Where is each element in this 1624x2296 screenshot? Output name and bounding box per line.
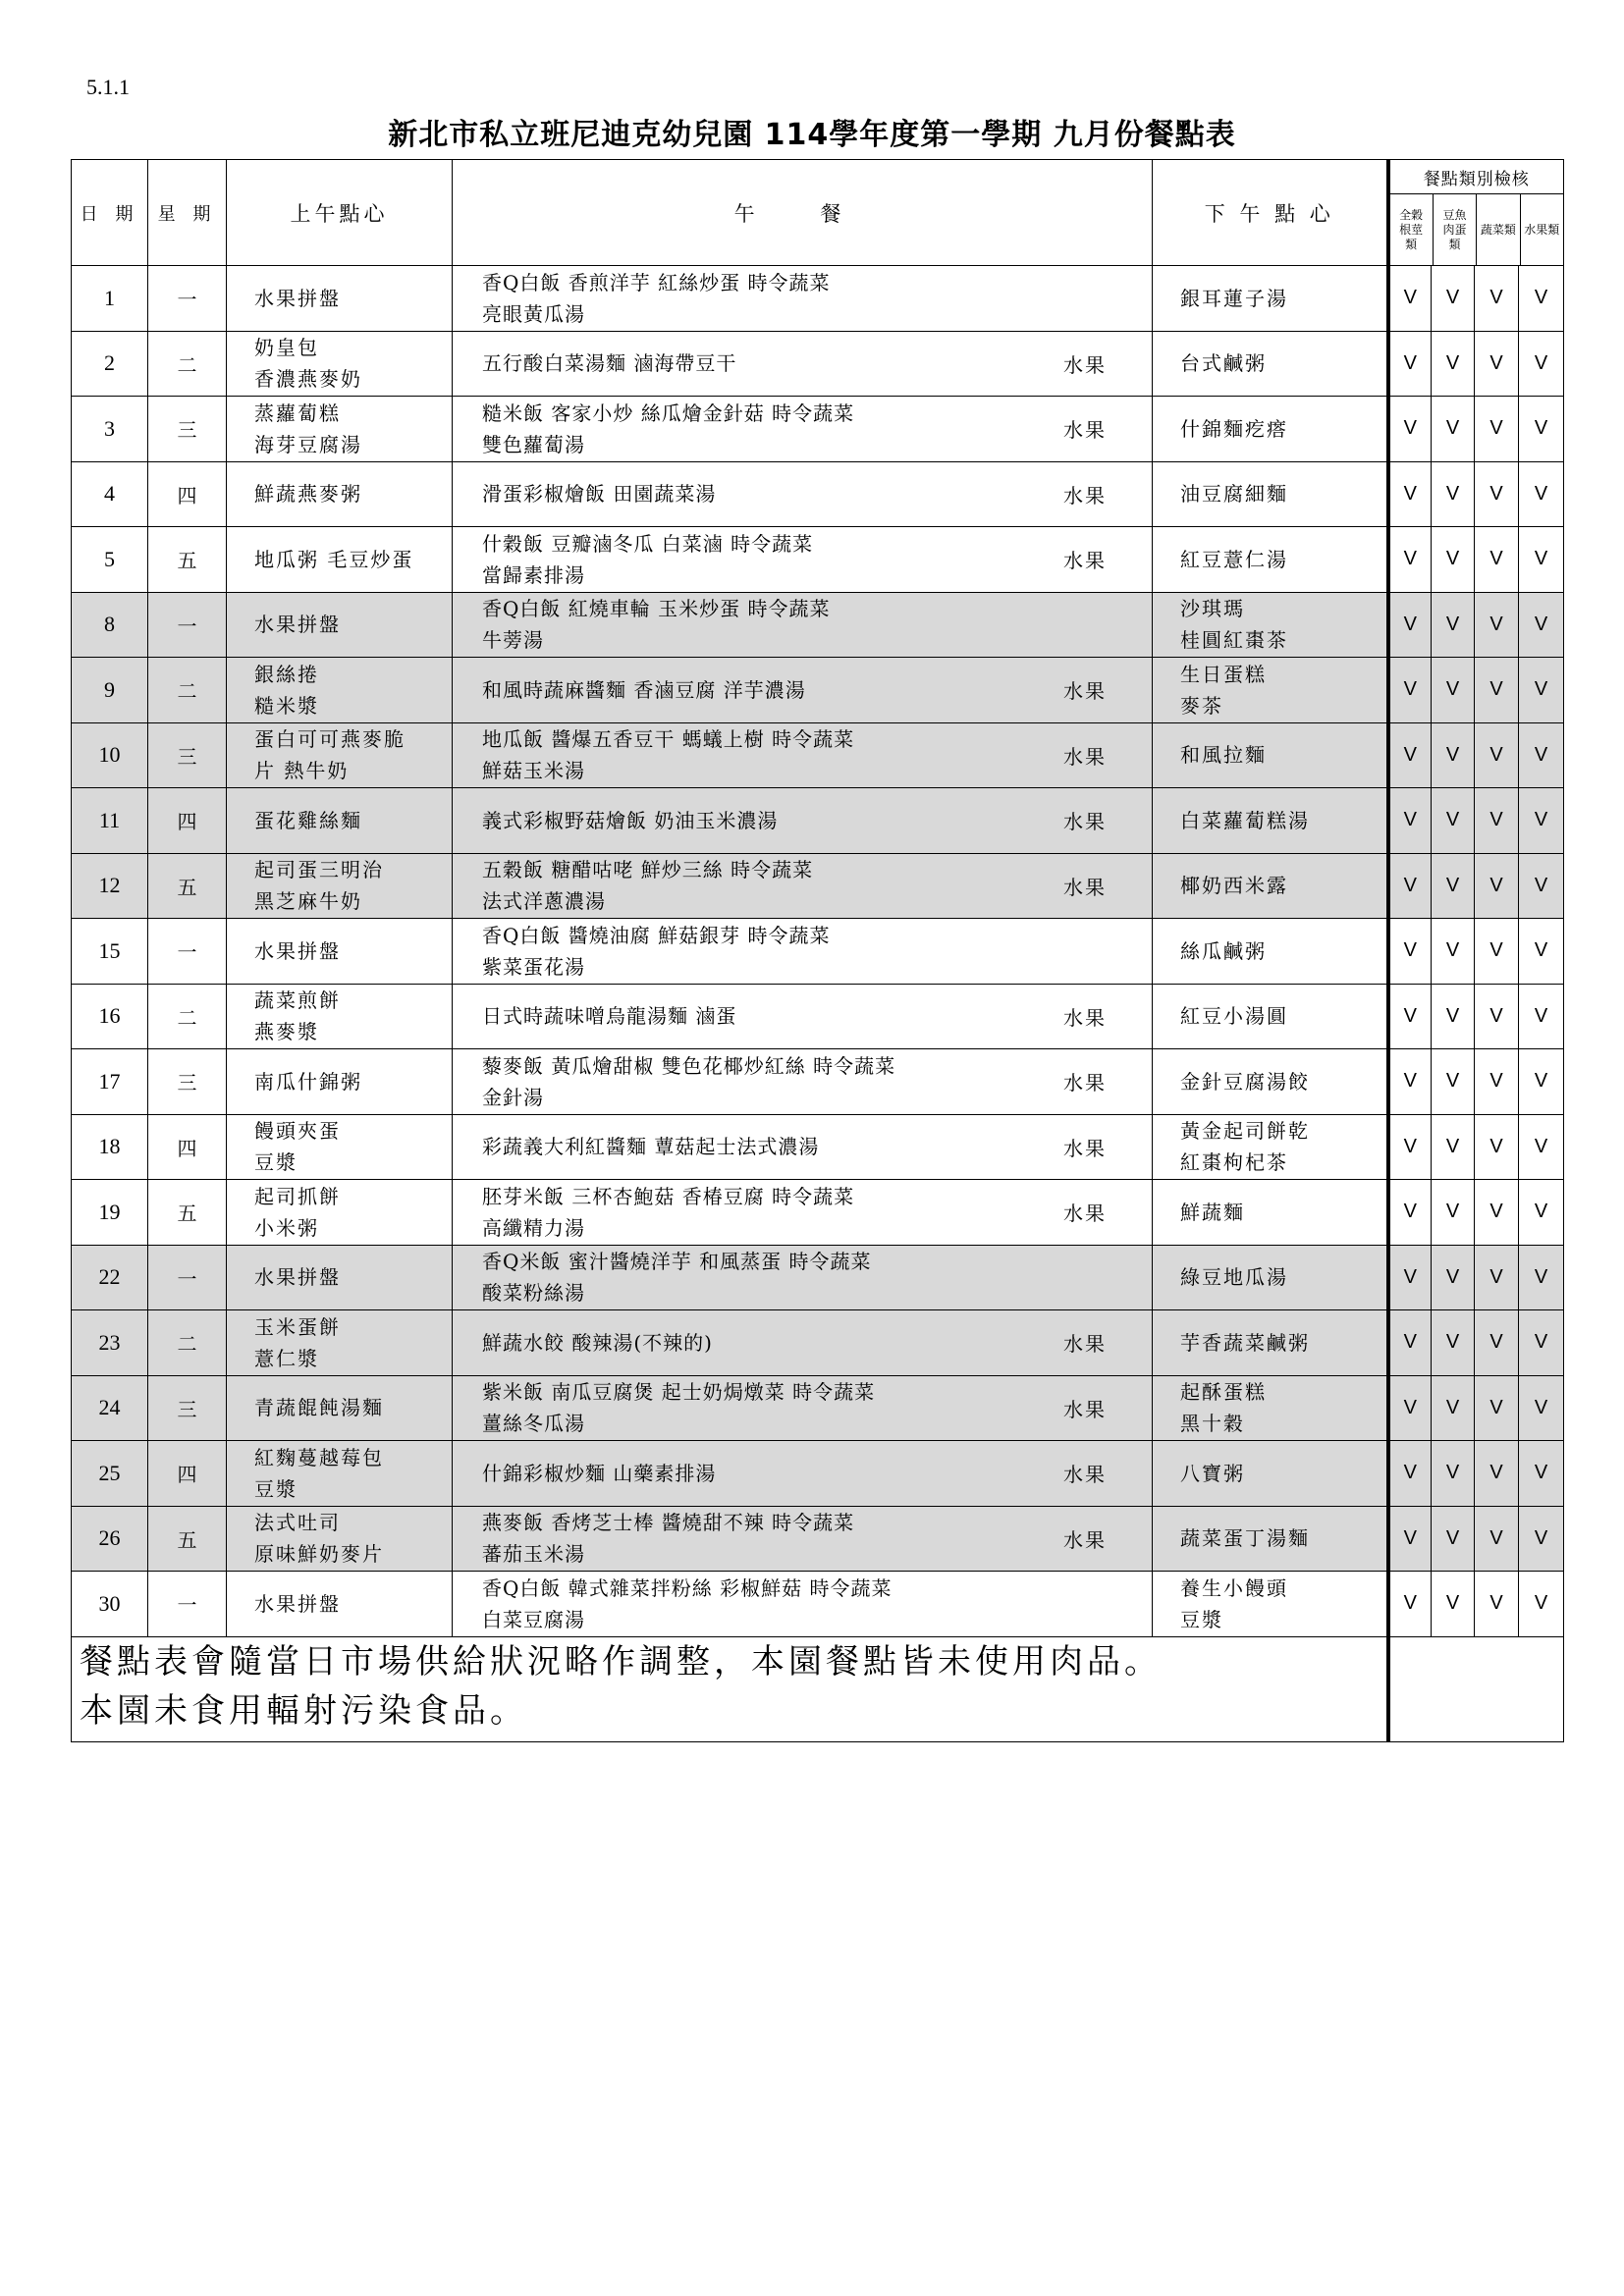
- check-mark: V: [1519, 788, 1564, 854]
- date-cell: 24: [72, 1375, 148, 1441]
- pm-snack-cell: 生日蛋糕 麥茶: [1153, 658, 1388, 723]
- date-cell: 2: [72, 331, 148, 397]
- table-row: [72, 1310, 1564, 1376]
- lunch-cell: [453, 919, 1153, 985]
- check-mark: V: [1475, 461, 1519, 527]
- weekday-cell: 四: [148, 788, 227, 854]
- header-date: 日 期: [72, 160, 148, 266]
- weekday-cell: 三: [148, 397, 227, 462]
- weekday-cell: 五: [148, 527, 227, 593]
- date-cell: 11: [72, 788, 148, 854]
- lunch-cell: [453, 1245, 1153, 1310]
- check-mark: V: [1519, 1310, 1564, 1376]
- table-row: [72, 397, 1564, 462]
- check-title: 餐點類別檢核: [1390, 160, 1564, 194]
- table-row: [72, 1441, 1564, 1507]
- lunch-text: 燕麥飯 香烤芝士棒 醬燒甜不辣 時令蔬菜 蕃茄玉米湯: [482, 1511, 855, 1567]
- am-snack-cell: 蔬菜煎餅 燕麥漿: [227, 984, 453, 1049]
- check-mark: V: [1432, 1375, 1475, 1441]
- check-mark: V: [1519, 853, 1564, 919]
- check-mark: V: [1388, 919, 1432, 985]
- am-snack-cell: 水果拼盤: [227, 1245, 453, 1310]
- date-cell: 30: [72, 1572, 148, 1637]
- check-mark: V: [1475, 1572, 1519, 1637]
- check-mark: V: [1432, 1506, 1475, 1572]
- weekday-cell: 四: [148, 461, 227, 527]
- lunch-cell: [453, 331, 1153, 397]
- date-cell: 18: [72, 1114, 148, 1180]
- lunch-cell: [453, 1572, 1153, 1637]
- lunch-fruit: 水果: [1063, 483, 1107, 507]
- lunch-fruit: 水果: [1063, 744, 1107, 769]
- check-mark: V: [1388, 1310, 1432, 1376]
- check-mark: V: [1388, 853, 1432, 919]
- lunch-cell: [453, 266, 1153, 332]
- am-snack-cell: 饅頭夾蛋 豆漿: [227, 1114, 453, 1180]
- check-mark: V: [1475, 1506, 1519, 1572]
- check-mark: V: [1475, 984, 1519, 1049]
- am-snack-cell: 蛋花雞絲麵: [227, 788, 453, 854]
- check-mark: V: [1388, 592, 1432, 658]
- pm-snack-cell: 沙琪瑪 桂圓紅棗茶: [1153, 592, 1388, 658]
- check-mark: V: [1519, 592, 1564, 658]
- lunch-fruit: 水果: [1063, 875, 1107, 899]
- check-mark: V: [1475, 592, 1519, 658]
- pm-snack-cell: 什錦麵疙瘩: [1153, 397, 1388, 462]
- lunch-text: 胚芽米飯 三杯杏鮑菇 香椿豆腐 時令蔬菜 高纖精力湯: [482, 1184, 855, 1240]
- lunch-cell: [453, 1114, 1153, 1180]
- am-snack-cell: 玉米蛋餅 薏仁漿: [227, 1310, 453, 1376]
- lunch-fruit: 水果: [1063, 1201, 1107, 1226]
- lunch-text: 香Q米飯 蜜汁醬燒洋芋 和風蒸蛋 時令蔬菜 酸菜粉絲湯: [482, 1250, 872, 1306]
- table-row: [72, 1506, 1564, 1572]
- check-mark: V: [1475, 1114, 1519, 1180]
- lunch-fruit: 水果: [1063, 1332, 1107, 1357]
- check-mark: V: [1432, 984, 1475, 1049]
- table-row: [72, 331, 1564, 397]
- check-mark: V: [1388, 1572, 1432, 1637]
- lunch-fruit: 水果: [1063, 1136, 1107, 1160]
- am-snack-cell: 紅麴蔓越莓包 豆漿: [227, 1441, 453, 1507]
- table-row: [72, 1180, 1564, 1246]
- check-mark: V: [1388, 1245, 1432, 1310]
- weekday-cell: 五: [148, 1506, 227, 1572]
- date-cell: 25: [72, 1441, 148, 1507]
- lunch-text: 五行酸白菜湯麵 滷海帶豆干: [482, 351, 737, 376]
- header-row: [72, 160, 1564, 266]
- table-row: [72, 266, 1564, 332]
- check-mark: V: [1519, 919, 1564, 985]
- check-mark: V: [1519, 331, 1564, 397]
- am-snack-cell: 法式吐司 原味鮮奶麥片: [227, 1506, 453, 1572]
- weekday-cell: 三: [148, 1049, 227, 1115]
- date-cell: 4: [72, 461, 148, 527]
- check-mark: V: [1475, 1310, 1519, 1376]
- check-mark: V: [1519, 1049, 1564, 1115]
- check-mark: V: [1432, 397, 1475, 462]
- check-mark: V: [1388, 984, 1432, 1049]
- weekday-cell: 一: [148, 919, 227, 985]
- lunch-text: 香Q白飯 紅燒車輪 玉米炒蛋 時令蔬菜 牛蒡湯: [482, 597, 831, 653]
- check-mark: V: [1475, 788, 1519, 854]
- lunch-text: 和風時蔬麻醬麵 香滷豆腐 洋芋濃湯: [482, 677, 806, 702]
- weekday-cell: 一: [148, 592, 227, 658]
- pm-snack-cell: 油豆腐細麵: [1153, 461, 1388, 527]
- lunch-cell: [453, 397, 1153, 462]
- header-lunch: 午 餐: [453, 160, 1153, 266]
- pm-snack-cell: 黃金起司餅乾 紅棗枸杞茶: [1153, 1114, 1388, 1180]
- lunch-cell: [453, 1049, 1153, 1115]
- lunch-text: 香Q白飯 香煎洋芋 紅絲炒蛋 時令蔬菜 亮眼黃瓜湯: [482, 270, 831, 326]
- date-cell: 17: [72, 1049, 148, 1115]
- check-mark: V: [1432, 1310, 1475, 1376]
- header-pm-snack: 下 午 點 心: [1153, 160, 1388, 266]
- table-row: [72, 722, 1564, 788]
- check-mark: V: [1519, 1114, 1564, 1180]
- check-mark: V: [1519, 1441, 1564, 1507]
- lunch-fruit: 水果: [1063, 549, 1107, 573]
- lunch-text: 彩蔬義大利紅醬麵 蕈菇起士法式濃湯: [482, 1135, 820, 1159]
- weekday-cell: 五: [148, 853, 227, 919]
- lunch-fruit: 水果: [1063, 1527, 1107, 1552]
- check-mark: V: [1475, 1375, 1519, 1441]
- am-snack-cell: 蛋白可可燕麥脆 片 熱牛奶: [227, 722, 453, 788]
- lunch-text: 日式時蔬味噌烏龍湯麵 滷蛋: [482, 1004, 737, 1029]
- check-mark: V: [1519, 722, 1564, 788]
- check-col-vegetable: 蔬菜類: [1477, 194, 1520, 265]
- am-snack-cell: 水果拼盤: [227, 592, 453, 658]
- date-cell: 15: [72, 919, 148, 985]
- check-mark: V: [1432, 266, 1475, 332]
- table-row: [72, 1375, 1564, 1441]
- check-mark: V: [1475, 1180, 1519, 1246]
- pm-snack-cell: 綠豆地瓜湯: [1153, 1245, 1388, 1310]
- menu-body: [72, 266, 1564, 1637]
- check-mark: V: [1432, 919, 1475, 985]
- weekday-cell: 一: [148, 266, 227, 332]
- check-mark: V: [1432, 527, 1475, 593]
- check-mark: V: [1475, 331, 1519, 397]
- meal-schedule-table: [71, 159, 1564, 1742]
- check-mark: V: [1519, 266, 1564, 332]
- date-cell: 3: [72, 397, 148, 462]
- lunch-text: 五穀飯 糖醋咕咾 鮮炒三絲 時令蔬菜 法式洋蔥濃湯: [482, 858, 814, 914]
- table-row: [72, 919, 1564, 985]
- check-mark: V: [1475, 722, 1519, 788]
- table-row: [72, 1572, 1564, 1637]
- weekday-cell: 三: [148, 722, 227, 788]
- lunch-text: 糙米飯 客家小炒 絲瓜燴金針菇 時令蔬菜 雙色蘿蔔湯: [482, 400, 855, 456]
- check-col-fruit: 水果類: [1524, 222, 1560, 237]
- check-mark: V: [1475, 527, 1519, 593]
- am-snack-cell: 水果拼盤: [227, 266, 453, 332]
- lunch-text: 藜麥飯 黃瓜燴甜椒 雙色花椰炒紅絲 時令蔬菜 金針湯: [482, 1053, 896, 1109]
- weekday-cell: 一: [148, 1572, 227, 1637]
- check-mark: V: [1519, 1375, 1564, 1441]
- pm-snack-cell: 台式鹹粥: [1153, 331, 1388, 397]
- lunch-fruit: 水果: [1063, 418, 1107, 443]
- lunch-cell: [453, 592, 1153, 658]
- am-snack-cell: 水果拼盤: [227, 1572, 453, 1637]
- check-mark: V: [1519, 1180, 1564, 1246]
- check-mark: V: [1388, 397, 1432, 462]
- lunch-fruit: 水果: [1063, 1071, 1107, 1095]
- weekday-cell: 二: [148, 1310, 227, 1376]
- pm-snack-cell: 起酥蛋糕 黑十穀: [1153, 1375, 1388, 1441]
- check-mark: V: [1388, 1506, 1432, 1572]
- check-mark: V: [1475, 853, 1519, 919]
- pm-snack-cell: 銀耳蓮子湯: [1153, 266, 1388, 332]
- footnote: 餐點表會隨當日市場供給狀況略作調整，本園餐點皆未使用肉品。 本園未食用輻射污染食品。: [72, 1636, 1388, 1741]
- check-mark: V: [1388, 658, 1432, 723]
- check-mark: V: [1432, 1572, 1475, 1637]
- check-mark: V: [1432, 1114, 1475, 1180]
- table-row: [72, 984, 1564, 1049]
- table-row: [72, 1245, 1564, 1310]
- table-row: [72, 592, 1564, 658]
- am-snack-cell: 鮮蔬燕麥粥: [227, 461, 453, 527]
- check-mark: V: [1388, 527, 1432, 593]
- weekday-cell: 四: [148, 1441, 227, 1507]
- lunch-cell: [453, 788, 1153, 854]
- lunch-fruit: 水果: [1063, 1005, 1107, 1030]
- check-mark: V: [1519, 658, 1564, 723]
- check-mark: V: [1475, 919, 1519, 985]
- table-row: [72, 527, 1564, 593]
- check-mark: V: [1519, 397, 1564, 462]
- pm-snack-cell: 和風拉麵: [1153, 722, 1388, 788]
- check-mark: V: [1519, 1572, 1564, 1637]
- pm-snack-cell: 絲瓜鹹粥: [1153, 919, 1388, 985]
- date-cell: 8: [72, 592, 148, 658]
- check-mark: V: [1388, 722, 1432, 788]
- pm-snack-cell: 養生小饅頭 豆漿: [1153, 1572, 1388, 1637]
- pm-snack-cell: 鮮蔬麵: [1153, 1180, 1388, 1246]
- table-row: [72, 1114, 1564, 1180]
- weekday-cell: 二: [148, 984, 227, 1049]
- lunch-text: 滑蛋彩椒燴飯 田園蔬菜湯: [482, 482, 717, 507]
- check-mark: V: [1388, 266, 1432, 332]
- pm-snack-cell: 紅豆小湯圓: [1153, 984, 1388, 1049]
- table-row: [72, 658, 1564, 723]
- am-snack-cell: 銀絲捲 糙米漿: [227, 658, 453, 723]
- pm-snack-cell: 白菜蘿蔔糕湯: [1153, 788, 1388, 854]
- footnote-blank-cell: [1388, 1636, 1564, 1741]
- check-mark: V: [1432, 1441, 1475, 1507]
- check-mark: V: [1475, 1441, 1519, 1507]
- lunch-fruit: 水果: [1063, 1463, 1107, 1487]
- check-mark: V: [1432, 461, 1475, 527]
- lunch-cell: [453, 722, 1153, 788]
- lunch-fruit: 水果: [1063, 1397, 1107, 1421]
- pm-snack-cell: 金針豆腐湯餃: [1153, 1049, 1388, 1115]
- check-mark: V: [1388, 1114, 1432, 1180]
- footnote-row: [72, 1636, 1564, 1741]
- lunch-text: 香Q白飯 韓式雜菜拌粉絲 彩椒鮮菇 時令蔬菜 白菜豆腐湯: [482, 1575, 893, 1631]
- page-title: 新北市私立班尼迪克幼兒園 114學年度第一學期 九月份餐點表: [388, 118, 1236, 152]
- am-snack-cell: 地瓜粥 毛豆炒蛋: [227, 527, 453, 593]
- lunch-cell: [453, 658, 1153, 723]
- lunch-fruit: 水果: [1063, 679, 1107, 704]
- lunch-cell: [453, 461, 1153, 527]
- am-snack-cell: 蒸蘿蔔糕 海芽豆腐湯: [227, 397, 453, 462]
- pm-snack-cell: 八寶粥: [1153, 1441, 1388, 1507]
- lunch-cell: [453, 984, 1153, 1049]
- check-mark: V: [1388, 1180, 1432, 1246]
- table-row: [72, 461, 1564, 527]
- lunch-text: 香Q白飯 醬燒油腐 鮮菇銀芽 時令蔬菜 紫菜蛋花湯: [482, 923, 831, 979]
- am-snack-cell: 奶皇包 香濃燕麥奶: [227, 331, 453, 397]
- check-mark: V: [1432, 592, 1475, 658]
- lunch-cell: [453, 1441, 1153, 1507]
- check-mark: V: [1475, 266, 1519, 332]
- lunch-cell: [453, 853, 1153, 919]
- weekday-cell: 二: [148, 331, 227, 397]
- date-cell: 19: [72, 1180, 148, 1246]
- pm-snack-cell: 蔬菜蛋丁湯麵: [1153, 1506, 1388, 1572]
- weekday-cell: 四: [148, 1114, 227, 1180]
- pm-snack-cell: 椰奶西米露: [1153, 853, 1388, 919]
- check-mark: V: [1388, 1441, 1432, 1507]
- check-mark: V: [1432, 853, 1475, 919]
- am-snack-cell: 南瓜什錦粥: [227, 1049, 453, 1115]
- lunch-text: 義式彩椒野菇燴飯 奶油玉米濃湯: [482, 808, 779, 832]
- table-row: [72, 1049, 1564, 1115]
- check-mark: V: [1432, 1180, 1475, 1246]
- check-mark: V: [1388, 788, 1432, 854]
- check-mark: V: [1432, 1049, 1475, 1115]
- header-am-snack: 上午點心: [227, 160, 453, 266]
- check-mark: V: [1519, 1506, 1564, 1572]
- lunch-text: 什穀飯 豆瓣滷冬瓜 白菜滷 時令蔬菜 當歸素排湯: [482, 531, 814, 587]
- lunch-fruit: 水果: [1063, 810, 1107, 834]
- table-row: [72, 788, 1564, 854]
- lunch-fruit: 水果: [1063, 352, 1107, 377]
- am-snack-cell: 青蔬餛飩湯麵: [227, 1375, 453, 1441]
- header-weekday: 星 期: [148, 160, 227, 266]
- date-cell: 1: [72, 266, 148, 332]
- check-mark: V: [1519, 461, 1564, 527]
- lunch-text: 紫米飯 南瓜豆腐煲 起士奶焗燉菜 時令蔬菜 薑絲冬瓜湯: [482, 1380, 876, 1436]
- check-mark: V: [1519, 527, 1564, 593]
- am-snack-cell: 起司抓餅 小米粥: [227, 1180, 453, 1246]
- check-mark: V: [1432, 722, 1475, 788]
- check-mark: V: [1475, 397, 1519, 462]
- check-mark: V: [1432, 658, 1475, 723]
- check-mark: V: [1475, 1049, 1519, 1115]
- pm-snack-cell: 紅豆薏仁湯: [1153, 527, 1388, 593]
- lunch-cell: [453, 1310, 1153, 1376]
- pm-snack-cell: 芋香蔬菜鹹粥: [1153, 1310, 1388, 1376]
- date-cell: 5: [72, 527, 148, 593]
- lunch-text: 什錦彩椒炒麵 山藥素排湯: [482, 1461, 717, 1485]
- weekday-cell: 一: [148, 1245, 227, 1310]
- check-mark: V: [1388, 1375, 1432, 1441]
- check-mark: V: [1475, 658, 1519, 723]
- check-col-grains: 全穀 根莖 類: [1390, 194, 1434, 265]
- check-subheaders: [1390, 194, 1564, 265]
- check-mark: V: [1432, 331, 1475, 397]
- date-cell: 23: [72, 1310, 148, 1376]
- date-cell: 22: [72, 1245, 148, 1310]
- lunch-text: 鮮蔬水餃 酸辣湯(不辣的): [482, 1330, 713, 1355]
- date-cell: 26: [72, 1506, 148, 1572]
- date-cell: 16: [72, 984, 148, 1049]
- check-mark: V: [1432, 1245, 1475, 1310]
- am-snack-cell: 起司蛋三明治 黑芝麻牛奶: [227, 853, 453, 919]
- lunch-cell: [453, 527, 1153, 593]
- date-cell: 9: [72, 658, 148, 723]
- check-col-protein: 豆魚 肉蛋 類: [1434, 194, 1477, 265]
- lunch-cell: [453, 1375, 1153, 1441]
- check-mark: V: [1388, 461, 1432, 527]
- document-code: 5.1.1: [86, 75, 130, 99]
- lunch-cell: [453, 1180, 1153, 1246]
- weekday-cell: 二: [148, 658, 227, 723]
- check-mark: V: [1519, 1245, 1564, 1310]
- check-mark: V: [1388, 1049, 1432, 1115]
- am-snack-cell: 水果拼盤: [227, 919, 453, 985]
- check-mark: V: [1475, 1245, 1519, 1310]
- weekday-cell: 五: [148, 1180, 227, 1246]
- lunch-cell: [453, 1506, 1153, 1572]
- check-mark: V: [1388, 331, 1432, 397]
- date-cell: 12: [72, 853, 148, 919]
- check-mark: V: [1519, 984, 1564, 1049]
- table-row: [72, 853, 1564, 919]
- header-check: [1388, 160, 1564, 266]
- check-mark: V: [1432, 788, 1475, 854]
- weekday-cell: 三: [148, 1375, 227, 1441]
- lunch-text: 地瓜飯 醬爆五香豆干 螞蟻上樹 時令蔬菜 鮮菇玉米湯: [482, 727, 855, 783]
- date-cell: 10: [72, 722, 148, 788]
